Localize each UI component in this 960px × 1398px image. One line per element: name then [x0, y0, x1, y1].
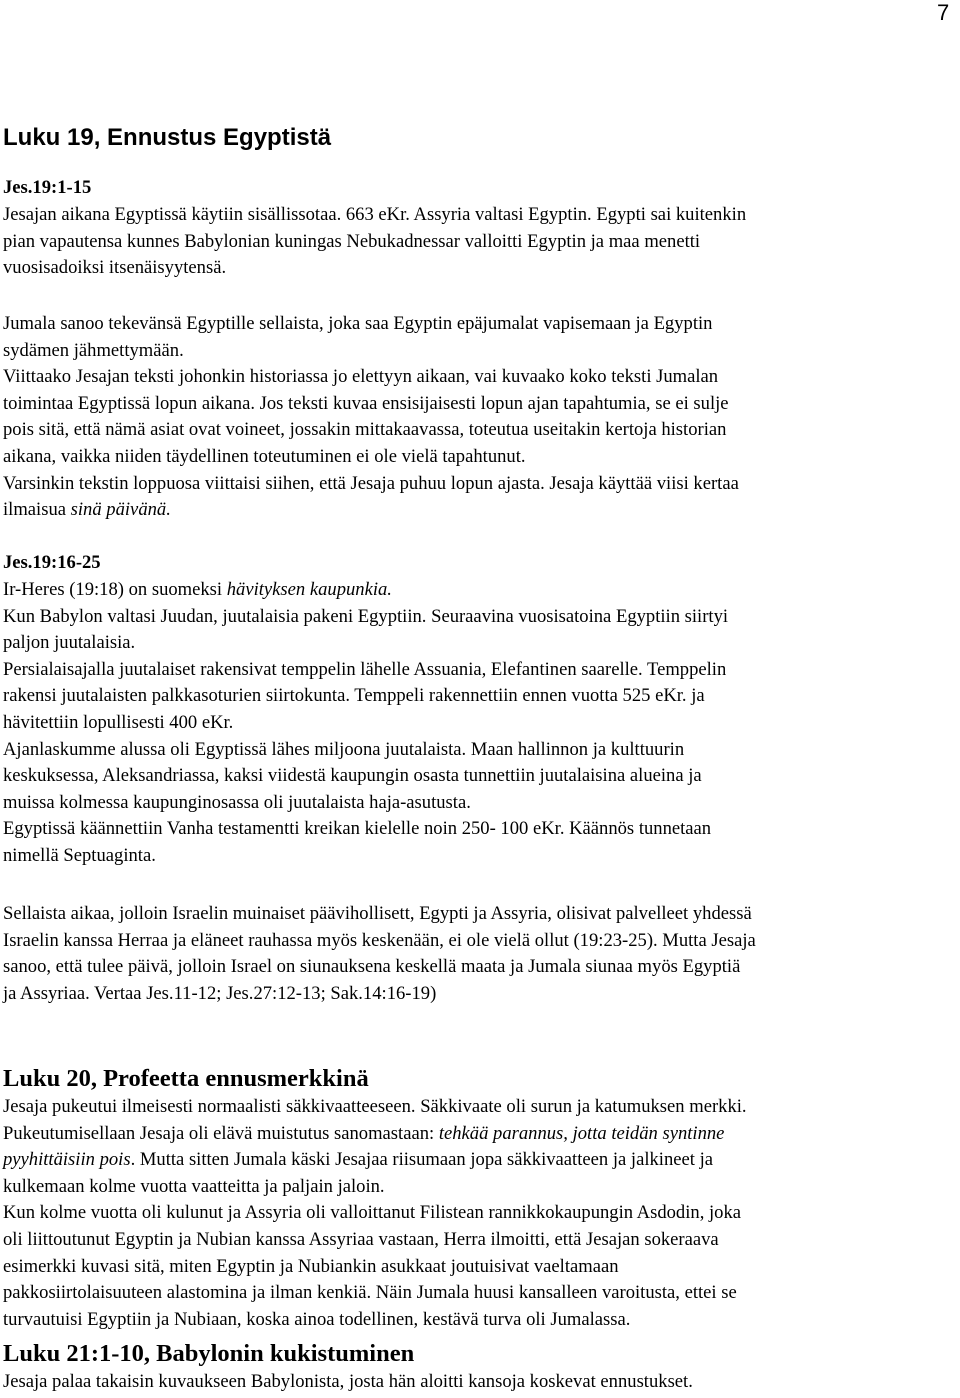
text-line: toimintaa Egyptissä lopun aikana. Jos teksti kuvaa ensisijaisesti lopun ajan tapahtumia, se ei sulje — [3, 392, 729, 414]
text-line: sydämen jähmettymään. — [3, 339, 184, 361]
text-line: Egyptissä käännettiin Vanha testamentti kreikan kielelle noin 250- 100 eKr. Käännös tunnetaan — [3, 818, 712, 840]
text-line: Israelin kanssa Herraa ja eläneet rauhassa myös keskenään, ei ole vielä ollut (19:23-25). Mutta Jesaja — [3, 929, 756, 951]
text-line: rakensi juutalaisten palkkasoturien siirtokunta. Temppeli rakennettiin ennen vuotta 525 eKr. ja — [3, 685, 705, 707]
paragraph-egypt-idols — [3, 311, 953, 524]
text-segment: Pukeutumisellaan Jesaja oli elävä muistutus sanomastaan: — [3, 1122, 439, 1144]
text-line: hävitettiin lopullisesti 400 eKr. — [3, 711, 234, 733]
text-line: nimellä Septuaginta. — [3, 844, 156, 866]
paragraph-prophet-sign — [3, 1094, 953, 1333]
italic-phrase: sinä päivänä. — [70, 499, 171, 521]
text-line: Jumala sanoo tekevänsä Egyptille sellaista, joka saa Egyptin epäjumalat vapisemaan ja Egyptin — [3, 313, 713, 334]
text-line: Jesajan aikana Egyptissä käytiin sisällissotaa. 663 eKr. Assyria valtasi Egyptin. Egypti sai kuitenkin — [3, 204, 747, 225]
text-line: keskuksessa, Aleksandriassa, kaksi viidestä kaupungin osasta tunnettiin juutalaisina alueina ja — [3, 765, 702, 787]
section-reference-19-1-15: Jes.19:1-15 — [3, 177, 92, 198]
text-line: sanoo, että tulee päivä, jolloin Israel on siunauksena keskellä maata ja Jumala siunaa myös Egyptiä — [3, 956, 741, 978]
italic-phrase: pyyhittäisiin pois — [3, 1149, 131, 1171]
text-line: pois sitä, että nämä asiat ovat voineet, jossakin mittakaavassa, toteutua useitakin kertoja historian — [3, 419, 727, 441]
text-line: turvautuisi Egyptiin ja Nubiaan, koska ainoa todellinen, kestävä turva oli Jumalassa. — [3, 1308, 631, 1330]
text-line: oli liittoutunut Egyptin ja Nubian kanssa Assyriaa vastaan, Herra ilmoitti, että Jesajan sokeraava — [3, 1228, 719, 1250]
text-line: Ajanlaskumme alussa oli Egyptissä lähes miljoona juutalaista. Maan hallinnon ja kulttuurin — [3, 738, 685, 760]
text-line: Varsinkin tekstin loppuosa viittaisi siihen, että Jesaja puhuu lopun ajasta. Jesaja käyttää viisi kertaa — [3, 472, 739, 494]
text-line: Kun Babylon valtasi Juudan, juutalaisia pakeni Egyptiin. Seuraavina vuosisatoina Egyptiin siirtyi — [3, 605, 729, 627]
text-line: esimerkki kuvasi sitä, miten Egyptin ja Nubiankin asukkaat joutuisivat vaeltamaan — [3, 1255, 619, 1277]
text-line: pakkosiirtolaisuuteen alastomina ja ilman kenkiä. Näin Jumala huusi kansalleen varoitusta, ettei se — [3, 1282, 737, 1304]
text-line: Jesaja palaa takaisin kuvaukseen Babylonista, josta hän aloitti kansoja koskevat ennustukset. — [3, 1371, 693, 1392]
text-line: Jesaja pukeutui ilmeisesti normaalisti säkkivaatteeseen. Säkkivaate oli surun ja katumuksen merkki. — [3, 1096, 747, 1117]
text-line: ja Assyriaa. Vertaa Jes.11-12; Jes.27:12-13; Sak.14:16-19) — [3, 982, 437, 1004]
text-line: Viittaako Jesajan teksti johonkin historiassa jo elettyyn aikaan, vai kuvaako koko teksti Jumalan — [3, 366, 719, 388]
section-reference-19-16-25: Jes.19:16-25 — [3, 552, 101, 573]
text-line: Persialaisajalla juutalaiset rakensivat temppelin lähelle Assuania, Elefantinen saarelle. Temppelin — [3, 658, 727, 680]
paragraph-egypt-civil-war — [3, 202, 953, 282]
chapter-19-title: Luku 19, Ennustus Egyptistä — [3, 124, 332, 151]
text-line: pian vapautensa kunnes Babylonian kuningas Nebukadnessar valloitti Egyptin ja maa menetti — [3, 230, 701, 252]
text-segment: Ir-Heres (19:18) on suomeksi — [3, 579, 227, 600]
paragraph-israel-egypt-assyria — [3, 901, 953, 1007]
paragraph-jews-in-egypt — [3, 577, 953, 870]
text-line — [3, 577, 953, 604]
chapter-21-title: Luku 21:1-10, Babylonin kukistuminen — [3, 1340, 415, 1367]
text-line — [3, 1147, 953, 1174]
text-line: vuosisadoiksi itsenäisyytensä. — [3, 257, 227, 279]
text-line — [3, 1121, 953, 1148]
text-line: paljon juutalaisia. — [3, 632, 136, 654]
text-segment: ilmaisua — [3, 499, 71, 521]
page-number: 7 — [937, 0, 950, 25]
document-body — [3, 0, 953, 1398]
text-line: kulkemaan kolme vuotta vaatteitta ja paljain jaloin. — [3, 1175, 385, 1197]
italic-phrase: tehkää parannus, jotta teidän syntinne — [438, 1122, 725, 1144]
text-line — [3, 497, 953, 524]
paragraph-babylon — [3, 1369, 953, 1396]
text-line: Kun kolme vuotta oli kulunut ja Assyria oli valloittanut Filistean rannikkokaupungin Asdodin, joka — [3, 1202, 742, 1224]
text-line: Sellaista aikaa, jolloin Israelin muinaiset päävihollisett, Egypti ja Assyria, olisivat palvelleet yhdessä — [3, 903, 752, 924]
italic-phrase: hävityksen kaupunkia. — [226, 579, 392, 600]
chapter-20-title: Luku 20, Profeetta ennusmerkkinä — [3, 1065, 369, 1092]
text-line: aikana, vaikka niiden täydellinen toteutuminen ei ole vielä tapahtunut. — [3, 445, 526, 467]
text-line: muissa kolmessa kaupunginosassa oli juutalaista haja-asutusta. — [3, 791, 471, 813]
text-segment: . Mutta sitten Jumala käski Jesajaa riisumaan jopa säkkivaatteen ja jalkineet ja — [130, 1149, 713, 1171]
